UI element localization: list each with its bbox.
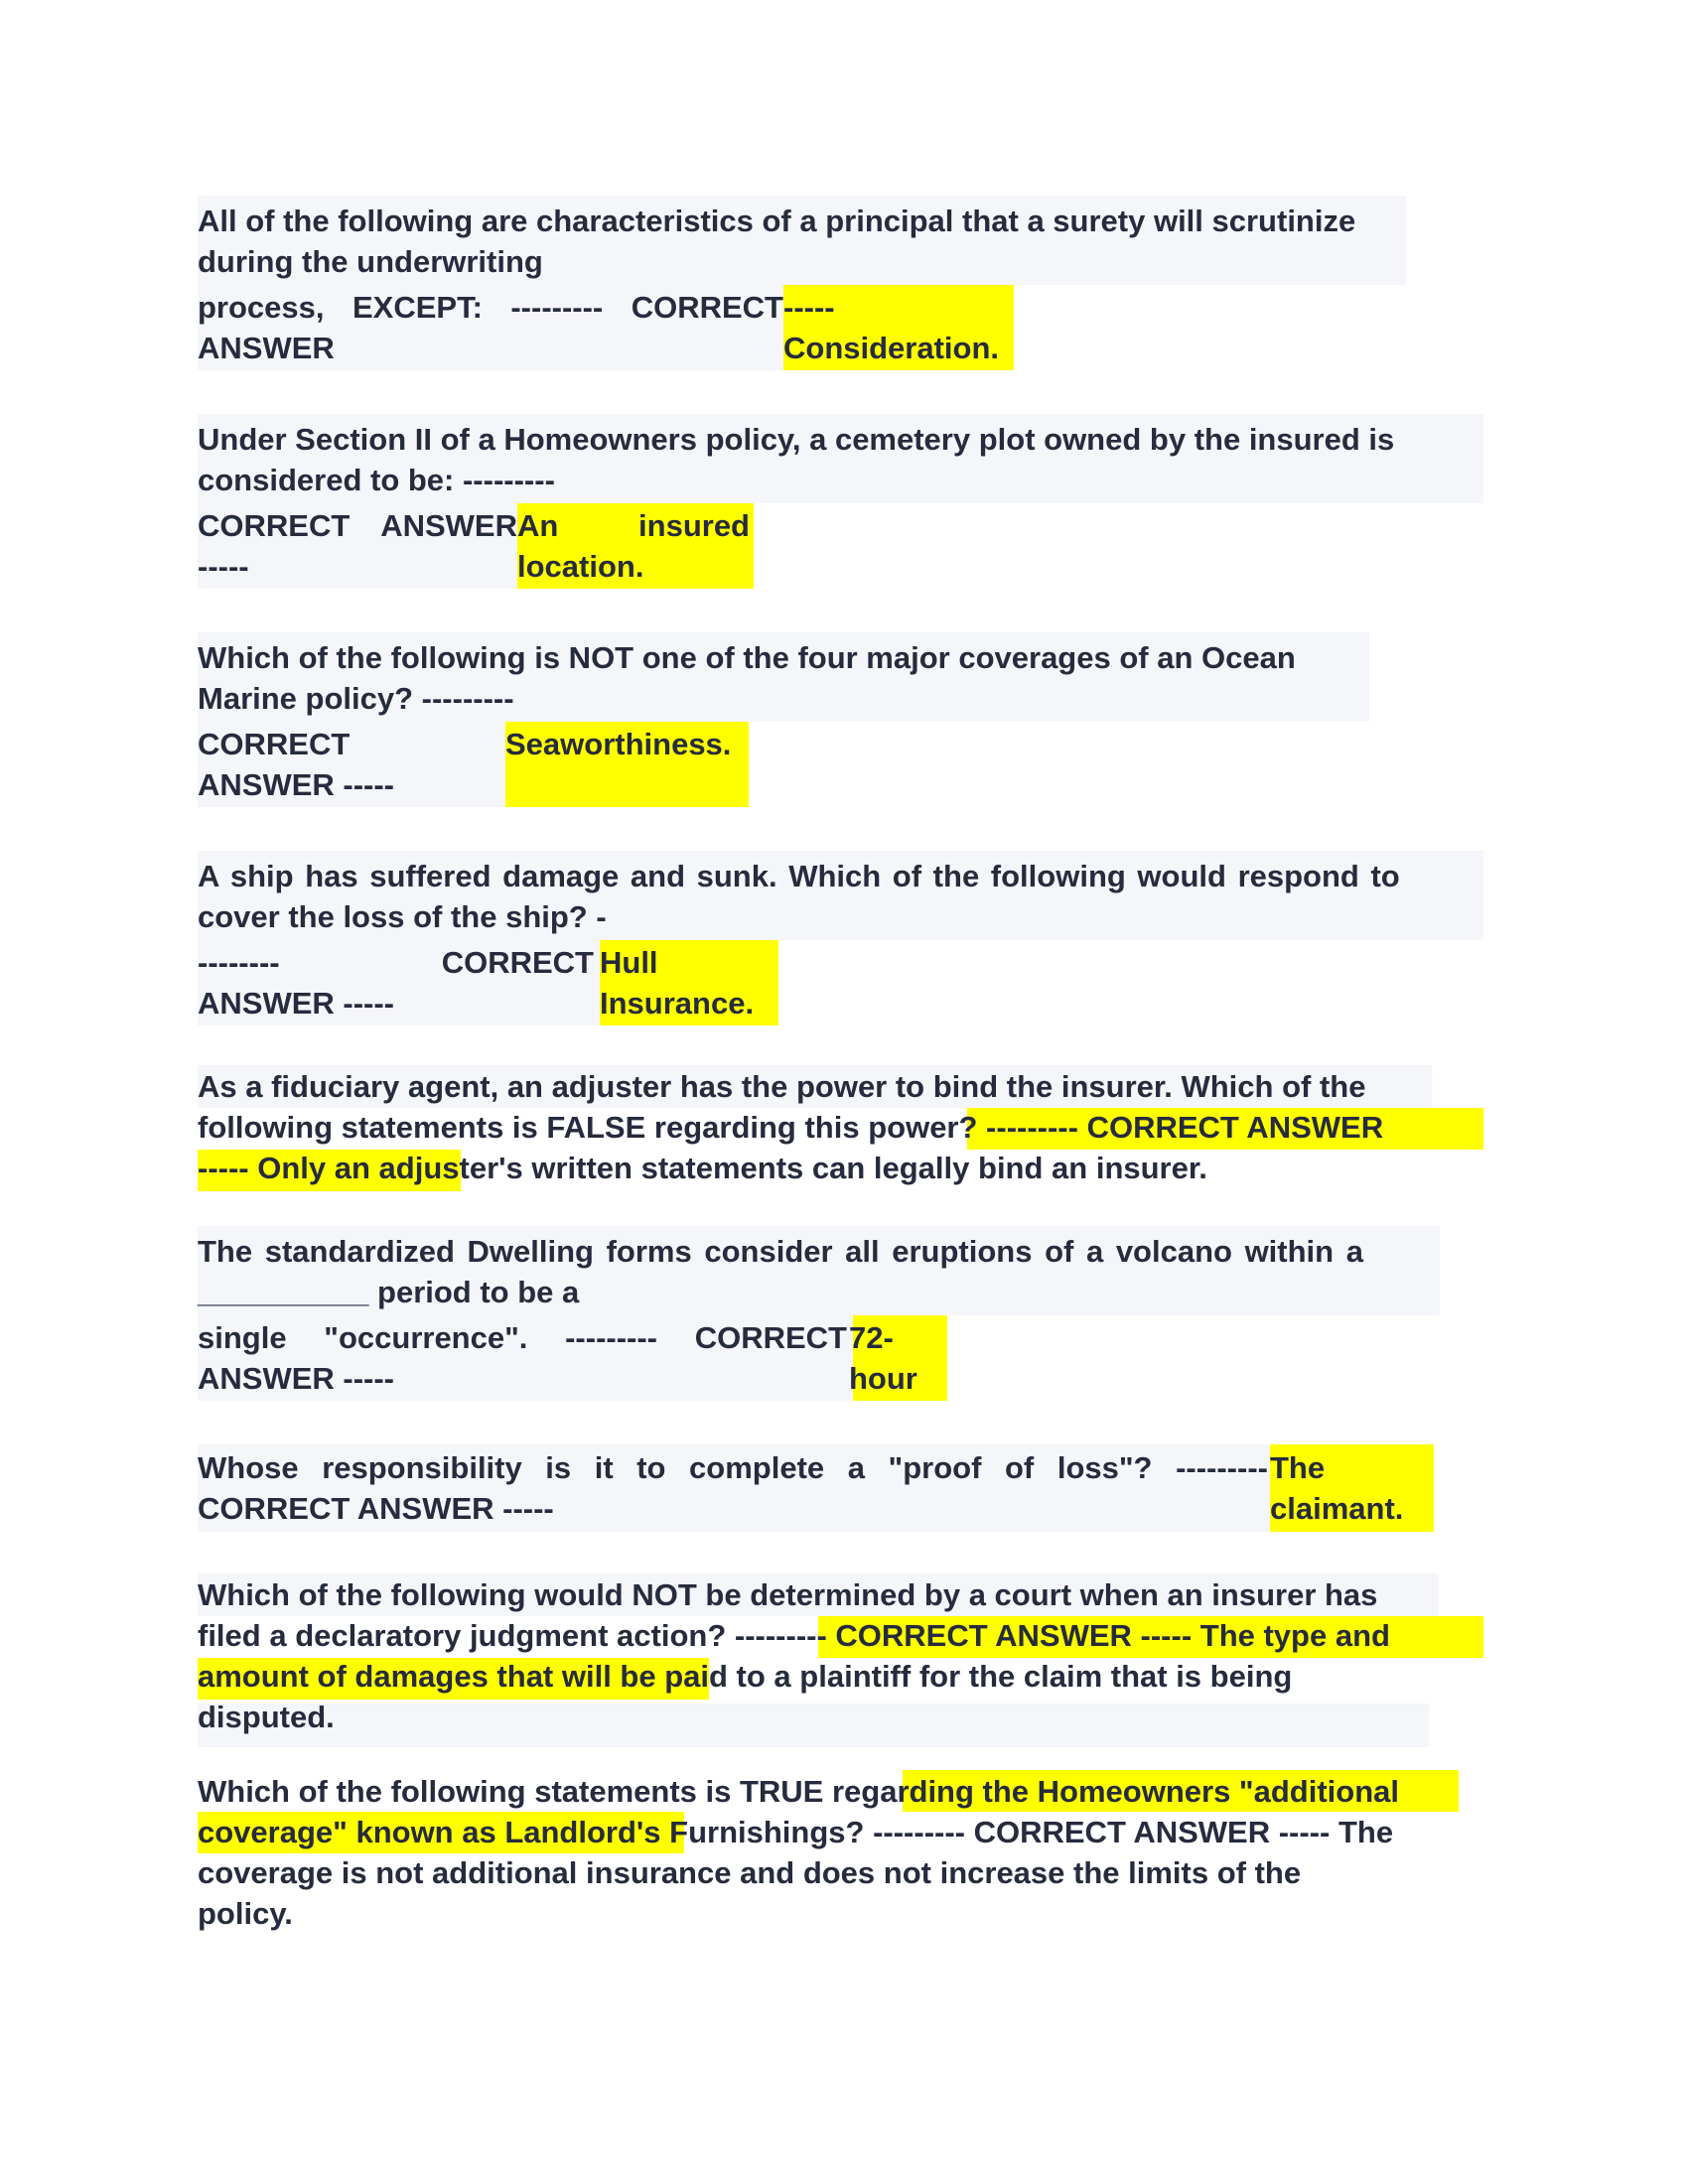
paragraph-line: disputed. [198, 1700, 335, 1734]
answer-text: An [517, 508, 559, 543]
answer-text: hour [849, 1361, 917, 1396]
question-word: is [545, 1450, 572, 1485]
question-line: All of the following are characteristics of a principal that a surety will scrutinize [198, 204, 1356, 238]
answer-text: location. [517, 549, 644, 584]
answer-text: Hull [600, 945, 658, 980]
correct-label: CORRECT [631, 290, 783, 325]
question-word: a [847, 1450, 865, 1485]
paragraph-line: filed a declaratory judgment action? --------- CORRECT ANSWER ----- The type and [198, 1618, 1390, 1653]
answer-text: claimant. [1270, 1491, 1404, 1526]
answer-label: ANSWER ----- [198, 767, 395, 802]
question-word: EXCEPT: [352, 290, 483, 325]
qa-block-2 [198, 414, 1483, 591]
question-text: A ship has suffered damage and sunk. Which of the following would respond to [198, 859, 1400, 893]
question-line: Under Section II of a Homeowners policy, a cemetery plot owned by the insured is [198, 422, 1395, 457]
paragraph-line: Which of the following would NOT be determined by a court when an insurer has [198, 1577, 1378, 1612]
question-word: Whose [198, 1450, 299, 1485]
qa-block-1 [198, 196, 1406, 372]
question-word: process, [198, 290, 325, 325]
answer-label: ANSWER ----- [198, 986, 395, 1021]
answer-text: The [1270, 1450, 1326, 1485]
answer-text: 72- [849, 1320, 894, 1355]
qa-block-9 [198, 1770, 1483, 1944]
answer-dashes: --------- [1176, 1450, 1268, 1485]
question-word: of [1005, 1450, 1035, 1485]
question-line: cover the loss of the ship? - [198, 899, 607, 934]
qa-block-8 [198, 1573, 1483, 1747]
correct-label: CORRECT [198, 727, 351, 761]
paragraph-line: Which of the following statements is TRUE regarding the Homeowners "additional [198, 1774, 1400, 1809]
question-line [198, 856, 1483, 896]
question-line: The standardized Dwelling forms consider all eruptions of a volcano within a [198, 1234, 1363, 1269]
qa-block-4 [198, 851, 1483, 1027]
answer-text: insured [638, 508, 750, 543]
answer-dashes: ----- [783, 290, 835, 325]
question-word: complete [689, 1450, 825, 1485]
question-line: __________ period to be a [198, 1275, 580, 1309]
qa-block-6 [198, 1226, 1440, 1403]
correct-label: CORRECT [694, 1320, 847, 1355]
question-word: loss"? [1056, 1450, 1153, 1485]
answer-text: Insurance. [600, 986, 755, 1021]
correct-label: CORRECT [441, 945, 594, 980]
paragraph-line: following statements is FALSE regarding this power? --------- CORRECT ANSWER [198, 1110, 1384, 1145]
question-word: responsibility [322, 1450, 522, 1485]
qa-block-7 [198, 1444, 1434, 1532]
paragraph-line: coverage is not additional insurance and does not increase the limits of the [198, 1855, 1302, 1890]
question-line: during the underwriting [198, 244, 543, 279]
answer-label: CORRECT ANSWER ----- [198, 1491, 554, 1526]
paragraph-line: policy. [198, 1896, 293, 1931]
question-word: "occurrence". [324, 1320, 528, 1355]
question-line: Marine policy? --------- [198, 681, 514, 716]
answer-label: ANSWER ----- [198, 1361, 395, 1396]
correct-label: CORRECT [198, 508, 351, 543]
answer-label: ANSWER [380, 508, 517, 543]
answer-text: Seaworthiness. [505, 727, 732, 761]
question-line: Which of the following is NOT one of the four major coverages of an Ocean [198, 640, 1296, 675]
question-word: to [636, 1450, 666, 1485]
qa-block-3 [198, 632, 1369, 809]
paragraph-line: amount of damages that will be paid to a plaintiff for the claim that is being [198, 1659, 1293, 1694]
question-word: it [594, 1450, 614, 1485]
question-line: considered to be: --------- [198, 463, 555, 497]
question-word: single [198, 1320, 287, 1355]
qa-block-5 [198, 1065, 1483, 1194]
answer-label: ANSWER [198, 331, 335, 365]
answer-dashes: --------- [565, 1320, 658, 1355]
paragraph-line: As a fiduciary agent, an adjuster has the power to bind the insurer. Which of the [198, 1069, 1366, 1104]
paragraph-line: ----- Only an adjuster's written statements can legally bind an insurer. [198, 1151, 1207, 1185]
answer-dashes: ----- [198, 549, 249, 584]
question-word: "proof [888, 1450, 982, 1485]
paragraph-line: coverage" known as Landlord's Furnishings? --------- CORRECT ANSWER ----- The [198, 1815, 1394, 1849]
answer-dashes: -------- [198, 945, 280, 980]
answer-text: Consideration. [783, 331, 1000, 365]
answer-dashes: --------- [510, 290, 604, 325]
